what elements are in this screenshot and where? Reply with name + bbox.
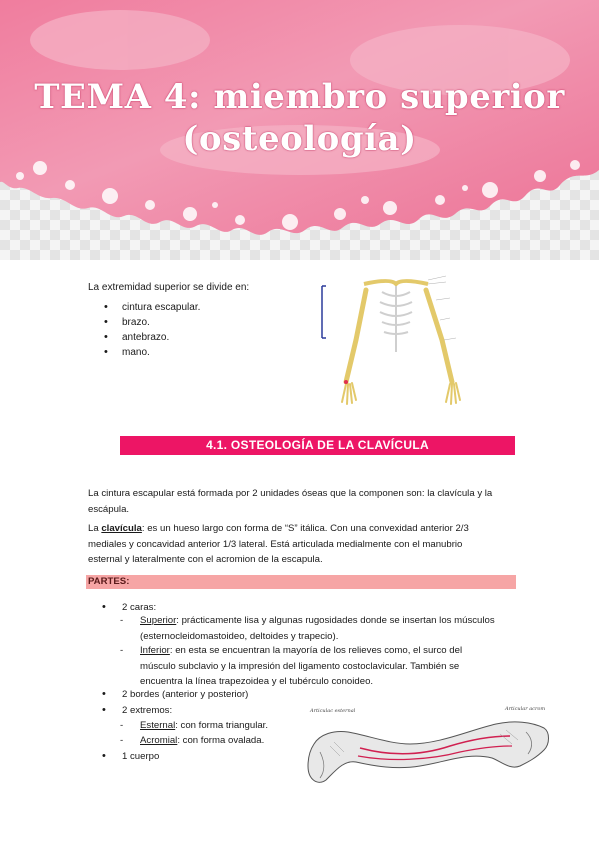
clavicle-illustration	[300, 700, 555, 792]
list-item: • antebrazo.	[104, 330, 200, 345]
line-text: : con forma triangular.	[175, 720, 268, 731]
intro-list	[104, 300, 200, 360]
list-item: • cintura escapular.	[104, 300, 200, 315]
paragraph-line: escápula.	[88, 503, 130, 515]
line-text: : en esta se encuentran la mayoría de los relieves como, el surco del	[169, 645, 463, 656]
list-item: • brazo.	[104, 315, 200, 330]
list-item-extremos: • 2 extremos:	[122, 703, 172, 719]
term-inferior: Inferior	[140, 645, 170, 656]
line-text: (esternocleidomastoideo, deltoides y trapecio).	[140, 630, 339, 642]
paragraph-clavicula	[88, 521, 528, 568]
list-item: • mano.	[104, 345, 200, 360]
line-text: : prácticamente lisa y algunas rugosidades donde se insertan los músculos	[176, 615, 495, 626]
list-item-caras: • 2 caras:	[122, 600, 156, 616]
paragraph-cintura	[88, 486, 528, 517]
section-title: 4.1. OSTEOLOGÍA DE LA CLAVÍCULA	[206, 438, 429, 452]
partes-header-bar	[86, 575, 516, 589]
lead-text: La	[88, 523, 102, 534]
list-item-inferior	[140, 643, 520, 690]
section-header-bar	[120, 436, 515, 455]
paragraph-line: esternal y lateralmente con el acromion de la escapula.	[88, 554, 323, 565]
line-text: : es un hueso largo con forma de “S” itálica. Con una convexidad anterior 2/3	[141, 523, 469, 534]
title-line-1: TEMA 4: miembro superior	[34, 77, 565, 117]
term-esternal: Esternal	[140, 720, 176, 731]
list-item-bordes: • 2 bordes (anterior y posterior)	[122, 687, 248, 703]
paragraph-line	[88, 521, 528, 537]
page-title	[0, 76, 599, 160]
partes-label: PARTES:	[88, 576, 130, 587]
line-text: : con forma ovalada.	[177, 735, 265, 746]
upper-limb-skeleton-illustration	[316, 270, 476, 410]
line-text: encuentra la línea trapezoidea y el tubérculo conoideo.	[140, 676, 374, 687]
term-superior: Superior	[140, 615, 177, 626]
paragraph-line: La cintura escapular está formada por 2 unidades óseas que la componen son: la clavícula y la	[88, 488, 493, 499]
term-clavicula: clavícula	[101, 523, 142, 534]
figure-label-right: Articular acrom	[505, 706, 546, 712]
header-banner	[0, 0, 599, 260]
figure-label-left: Articulac esternal	[310, 708, 356, 714]
list-item-esternal	[140, 718, 268, 734]
term-acromial: Acromial	[140, 735, 178, 746]
list-item-acromial	[140, 733, 264, 749]
list-item-cuerpo: • 1 cuerpo	[122, 749, 159, 765]
line-text: músculo subclavio y la impresión del ligamento costoclavicular. También se	[140, 660, 460, 672]
title-line-2: (osteología)	[182, 119, 417, 159]
list-item-superior	[140, 613, 520, 644]
paragraph-line: mediales y concavidad anterior 1/3 lateral. Está articulada medialmente con el manubrio	[88, 538, 463, 550]
intro-text: La extremidad superior se divide en:	[88, 282, 250, 293]
